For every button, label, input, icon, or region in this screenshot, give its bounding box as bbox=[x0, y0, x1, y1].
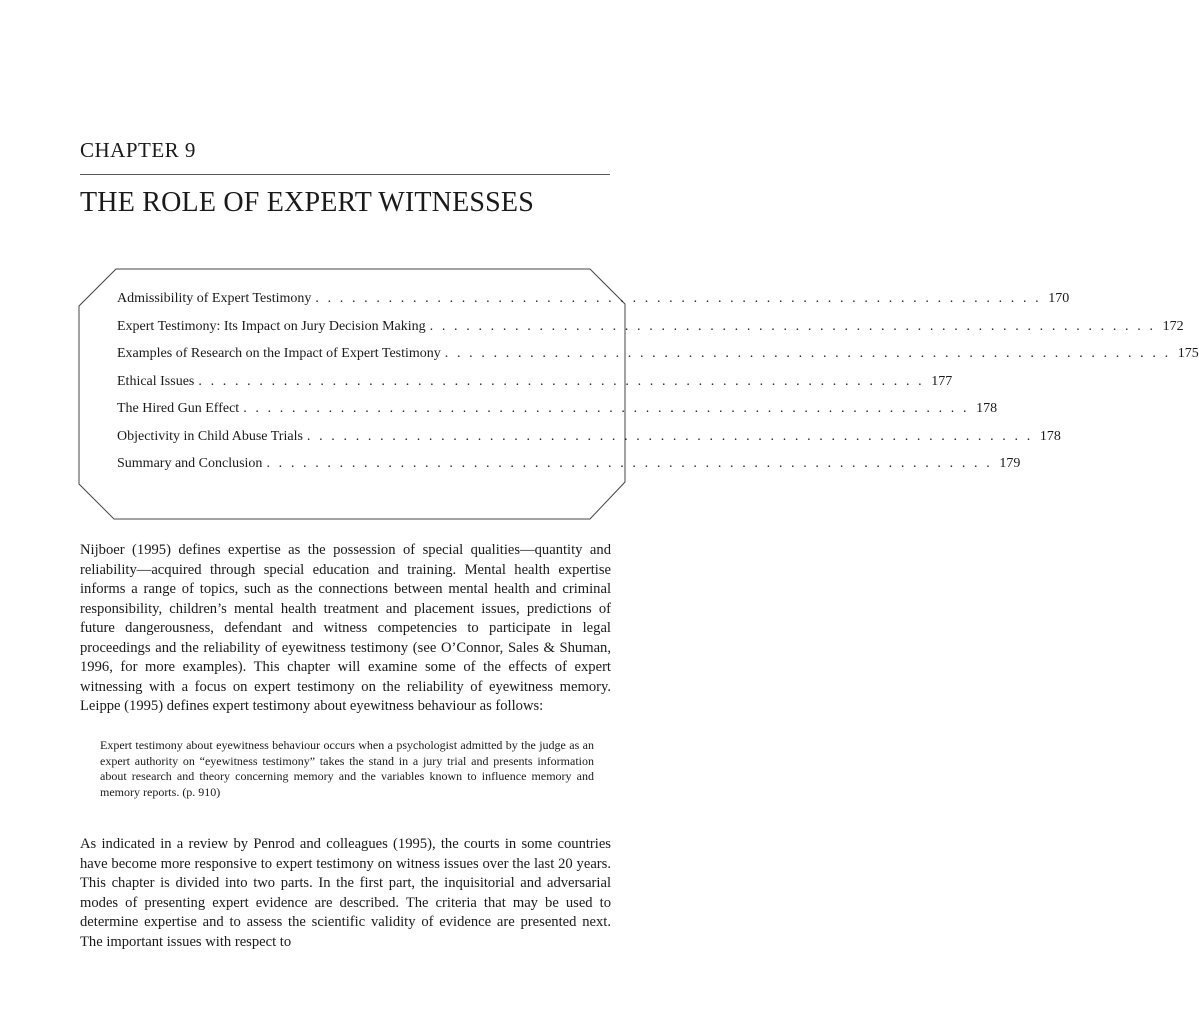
toc-leader: . . . . . . . . . . . . . . . . . . . . . . . . . . . . . . . . . . . . . . . . . . . . . . . . . . . . . . . . . . . . bbox=[306, 428, 1033, 444]
toc-entry bbox=[117, 373, 953, 402]
table-of-contents bbox=[117, 291, 1199, 484]
toc-entry-page: 178 bbox=[1039, 428, 1061, 444]
toc-leader: . . . . . . . . . . . . . . . . . . . . . . . . . . . . . . . . . . . . . . . . . . . . . . . . . . . . . . . . . . . . bbox=[429, 318, 1156, 334]
toc-entry bbox=[117, 318, 1184, 347]
toc-entry-page: 178 bbox=[976, 401, 998, 416]
toc-leader: . . . . . . . . . . . . . . . . . . . . . . . . . . . . . . . . . . . . . . . . . . . . . . . . . . . . . . . . . . . . bbox=[198, 373, 925, 389]
chapter-title: THE ROLE OF EXPERT WITNESSES bbox=[80, 187, 535, 218]
toc-leader: . . . . . . . . . . . . . . . . . . . . . . . . . . . . . . . . . . . . . . . . . . . . . . . . . . . . . . . . . . . . bbox=[444, 346, 1171, 361]
toc-entry-title: The Hired Gun Effect bbox=[117, 401, 240, 416]
toc-entry-page: 170 bbox=[1048, 291, 1070, 306]
toc-leader: . . . . . . . . . . . . . . . . . . . . . . . . . . . . . . . . . . . . . . . . . . . . . . . . . . . . . . . . . . . . bbox=[315, 291, 1042, 306]
block-quote: Expert testimony about eyewitness behaviour occurs when a psychologist admitted by the judge as an expert authority on “eyewitness testimony” takes the stand in a jury trial and presents information about research and theory concerning memory and the variables known to influence memory and memory reports. (p. 910) bbox=[100, 738, 594, 799]
chapter-rule bbox=[80, 174, 610, 175]
body-paragraph: Nijboer (1995) defines expertise as the possession of special qualities—quantity and reliability—acquired through special education and training. Mental health expertise informs a range of topics, such as the connections between mental health and criminal responsibility, children’s mental health treatment and placement issues, predictions of future dangerousness, defendant and witness competencies to participate in legal proceedings and the reliability of eyewitness testimony (see O’Connor, Sales & Shuman, 1996, for more examples). This chapter will examine some of the effects of expert witnessing with a focus on expert testimony on the reliability of eyewitness memory. Leippe (1995) defines expert testimony about eyewitness behaviour as follows: bbox=[80, 542, 611, 714]
toc-entry-title: Admissibility of Expert Testimony bbox=[117, 291, 312, 306]
toc-entry-title: Objectivity in Child Abuse Trials bbox=[117, 428, 303, 444]
toc-entry-title: Summary and Conclusion bbox=[117, 456, 263, 471]
toc-entry-page: 172 bbox=[1162, 318, 1184, 334]
toc-entry-page: 179 bbox=[999, 456, 1021, 471]
toc-entry-page: 177 bbox=[931, 373, 953, 389]
toc-entry-title: Ethical Issues bbox=[117, 373, 195, 389]
body-paragraph: As indicated in a review by Penrod and colleagues (1995), the courts in some countries have become more responsive to expert testimony on witness issues over the last 20 years. This chapter is divided into two parts. In the first part, the inquisitorial and adversarial modes of presenting expert evidence are described. The criteria that may be used to determine expertise and to assess the scientific validity of evidence are presented next. The important issues with respect to bbox=[80, 836, 611, 950]
toc-entry bbox=[117, 291, 1070, 319]
toc-entry bbox=[117, 428, 1061, 457]
toc-entry bbox=[117, 456, 1021, 484]
chapter-label: CHAPTER 9 bbox=[80, 138, 196, 162]
toc-leader: . . . . . . . . . . . . . . . . . . . . . . . . . . . . . . . . . . . . . . . . . . . . . . . . . . . . . . . . . . . . bbox=[266, 456, 993, 471]
toc-entry-page: 175 bbox=[1177, 346, 1199, 361]
toc-entry bbox=[117, 346, 1199, 374]
toc-entry-title: Expert Testimony: Its Impact on Jury Decision Making bbox=[117, 318, 426, 334]
toc-entry-title: Examples of Research on the Impact of Expert Testimony bbox=[117, 346, 441, 361]
toc-entry bbox=[117, 401, 998, 429]
toc-leader: . . . . . . . . . . . . . . . . . . . . . . . . . . . . . . . . . . . . . . . . . . . . . . . . . . . . . . . . . . . . bbox=[243, 401, 970, 416]
